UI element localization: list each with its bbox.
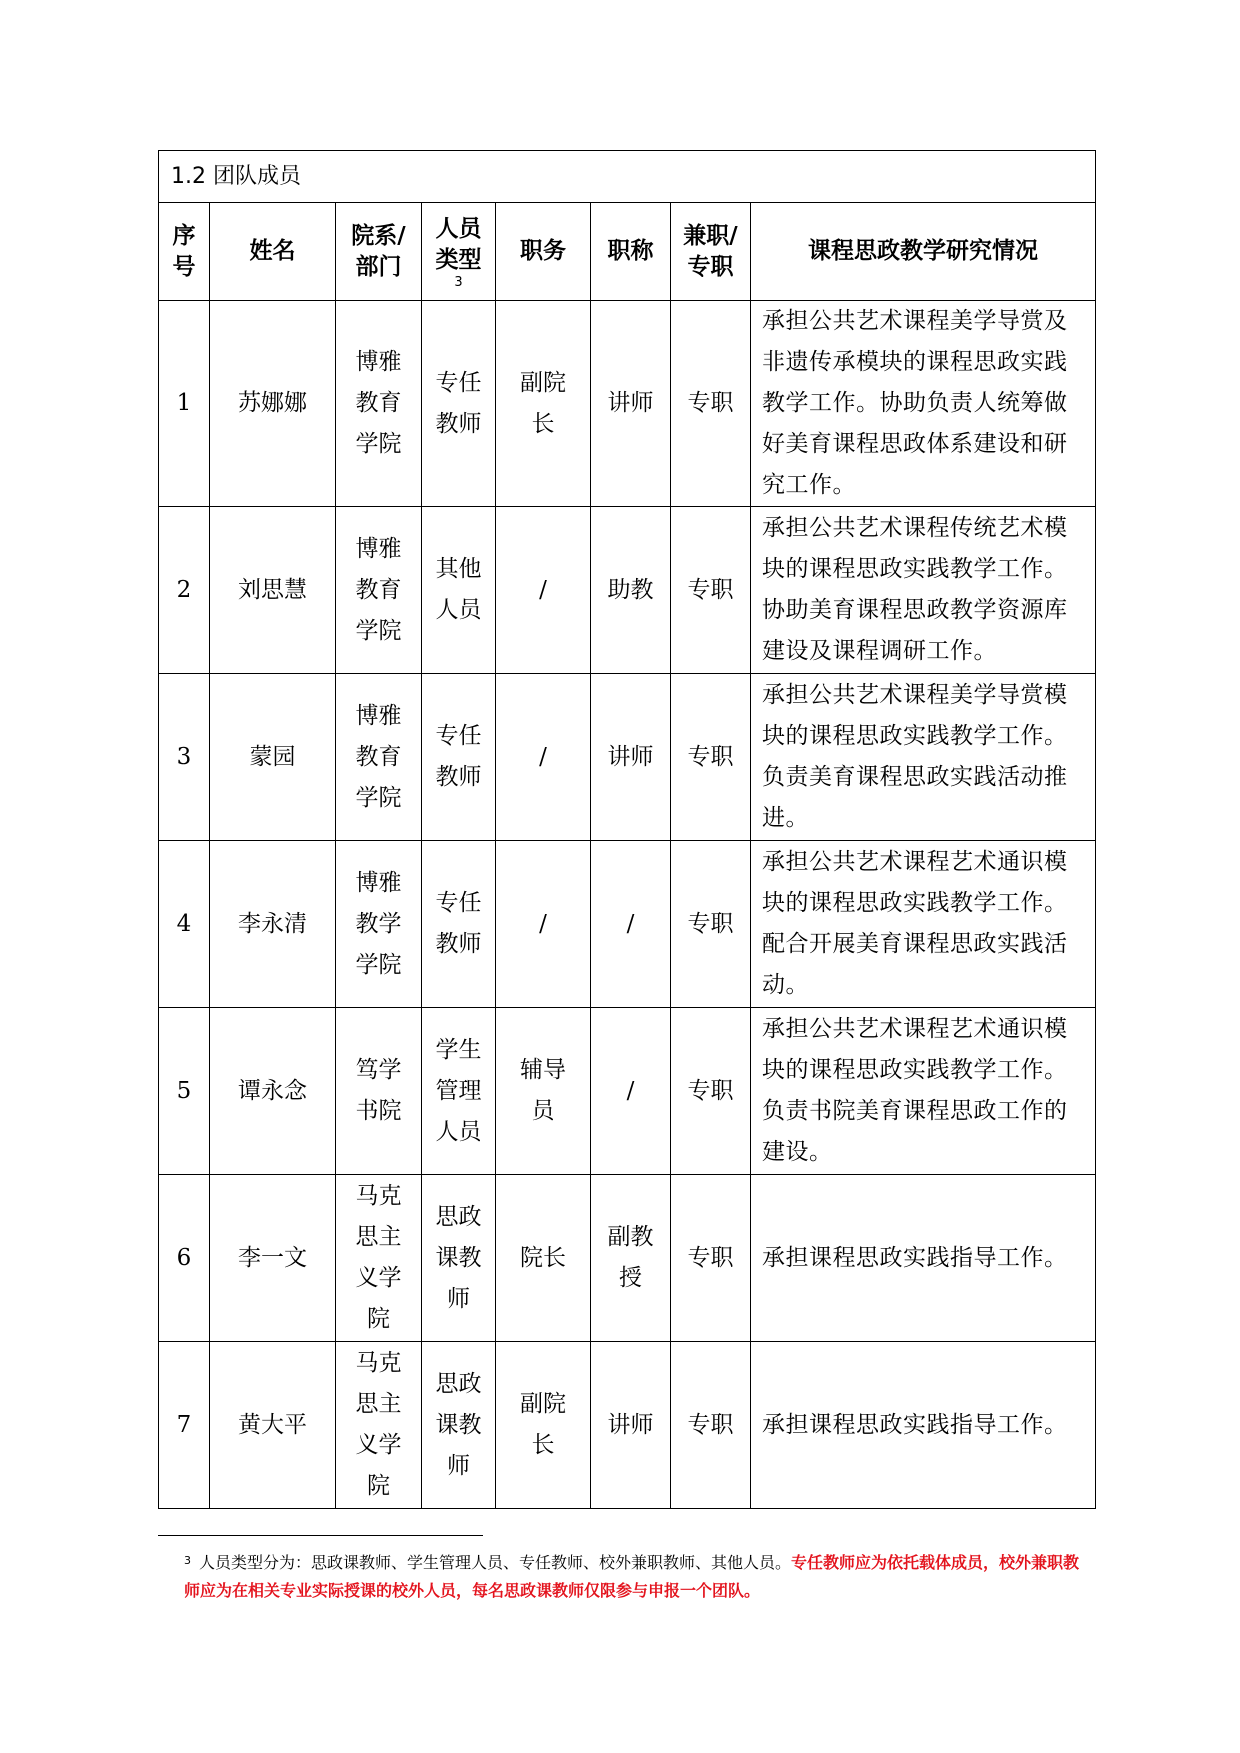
cell-research: 承担课程思政实践指导工作。 bbox=[751, 1342, 1096, 1509]
cell-name: 李永清 bbox=[210, 841, 336, 1008]
table-row bbox=[159, 1342, 1096, 1509]
cell-research: 承担公共艺术课程传统艺术模块的课程思政实践教学工作。协助美育课程思政教学资源库建设及课程调研工作。 bbox=[751, 507, 1096, 674]
cell-name: 苏娜娜 bbox=[210, 301, 336, 507]
footnote-reference: 3 bbox=[454, 274, 463, 290]
footnote-emphasis: 专任教师应为依托载体成员，校外兼职教师应为在相关专业实际授课的校外人员，每名思政课教师仅限参与申报一个团队。 bbox=[184, 1553, 1080, 1600]
cell-type: 思政 课教 师 bbox=[422, 1342, 496, 1509]
table-row bbox=[159, 674, 1096, 841]
cell-research: 承担公共艺术课程美学导赏模块的课程思政实践教学工作。负责美育课程思政实践活动推进。 bbox=[751, 674, 1096, 841]
cell-seq: 5 bbox=[159, 1008, 210, 1175]
cell-title: 讲师 bbox=[591, 301, 671, 507]
cell-fulltime: 专职 bbox=[671, 507, 751, 674]
cell-seq: 6 bbox=[159, 1175, 210, 1342]
cell-dept: 博雅 教育 学院 bbox=[336, 301, 422, 507]
footnote-text: 人员类型分为：思政课教师、学生管理人员、专任教师、校外兼职教师、其他人员。 bbox=[199, 1553, 792, 1572]
header-title: 职称 bbox=[591, 203, 671, 301]
header-name: 姓名 bbox=[210, 203, 336, 301]
cell-fulltime: 专职 bbox=[671, 841, 751, 1008]
table-row bbox=[159, 507, 1096, 674]
cell-position: 副院 长 bbox=[496, 301, 591, 507]
cell-position: 副院 长 bbox=[496, 1342, 591, 1509]
cell-name: 谭永念 bbox=[210, 1008, 336, 1175]
cell-fulltime: 专职 bbox=[671, 674, 751, 841]
footnote bbox=[184, 1549, 1084, 1605]
cell-dept: 马克 思主 义学 院 bbox=[336, 1342, 422, 1509]
header-research: 课程思政教学研究情况 bbox=[751, 203, 1096, 301]
cell-type: 学生 管理 人员 bbox=[422, 1008, 496, 1175]
table-row bbox=[159, 301, 1096, 507]
cell-title: 讲师 bbox=[591, 674, 671, 841]
header-fulltime: 兼职/ 专职 bbox=[671, 203, 751, 301]
cell-title: / bbox=[591, 1008, 671, 1175]
cell-dept: 博雅 教育 学院 bbox=[336, 674, 422, 841]
header-position: 职务 bbox=[496, 203, 591, 301]
cell-name: 蒙园 bbox=[210, 674, 336, 841]
cell-seq: 1 bbox=[159, 301, 210, 507]
cell-name: 黄大平 bbox=[210, 1342, 336, 1509]
footnote-mark: 3 bbox=[184, 1554, 191, 1567]
cell-type: 思政 课教 师 bbox=[422, 1175, 496, 1342]
cell-research: 承担公共艺术课程美学导赏及非遗传承模块的课程思政实践教学工作。协助负责人统筹做好美育课程思政体系建设和研究工作。 bbox=[751, 301, 1096, 507]
cell-fulltime: 专职 bbox=[671, 1342, 751, 1509]
table-row bbox=[159, 841, 1096, 1008]
cell-position: 辅导 员 bbox=[496, 1008, 591, 1175]
cell-dept: 笃学 书院 bbox=[336, 1008, 422, 1175]
cell-dept: 马克 思主 义学 院 bbox=[336, 1175, 422, 1342]
member-rows bbox=[159, 301, 1096, 1509]
cell-seq: 4 bbox=[159, 841, 210, 1008]
cell-position: / bbox=[496, 674, 591, 841]
team-members-table bbox=[158, 150, 1096, 1509]
section-title: 1.2 团队成员 bbox=[159, 151, 1096, 203]
cell-type: 其他 人员 bbox=[422, 507, 496, 674]
footnote-divider bbox=[158, 1535, 483, 1536]
cell-research: 承担公共艺术课程艺术通识模块的课程思政实践教学工作。负责书院美育课程思政工作的建设。 bbox=[751, 1008, 1096, 1175]
cell-dept: 博雅 教育 学院 bbox=[336, 507, 422, 674]
cell-dept: 博雅 教学 学院 bbox=[336, 841, 422, 1008]
header-row bbox=[159, 203, 1096, 301]
cell-fulltime: 专职 bbox=[671, 1008, 751, 1175]
cell-position: / bbox=[496, 507, 591, 674]
cell-seq: 3 bbox=[159, 674, 210, 841]
cell-fulltime: 专职 bbox=[671, 301, 751, 507]
table-row bbox=[159, 1175, 1096, 1342]
cell-type: 专任 教师 bbox=[422, 301, 496, 507]
cell-title: / bbox=[591, 841, 671, 1008]
cell-title: 助教 bbox=[591, 507, 671, 674]
cell-name: 刘思慧 bbox=[210, 507, 336, 674]
cell-fulltime: 专职 bbox=[671, 1175, 751, 1342]
header-type: 人员 类型 3 bbox=[422, 203, 496, 301]
cell-research: 承担课程思政实践指导工作。 bbox=[751, 1175, 1096, 1342]
cell-seq: 2 bbox=[159, 507, 210, 674]
header-dept: 院系/ 部门 bbox=[336, 203, 422, 301]
cell-research: 承担公共艺术课程艺术通识模块的课程思政实践教学工作。配合开展美育课程思政实践活动。 bbox=[751, 841, 1096, 1008]
cell-position: 院长 bbox=[496, 1175, 591, 1342]
cell-type: 专任 教师 bbox=[422, 674, 496, 841]
cell-title: 讲师 bbox=[591, 1342, 671, 1509]
cell-title: 副教 授 bbox=[591, 1175, 671, 1342]
header-seq: 序 号 bbox=[159, 203, 210, 301]
cell-name: 李一文 bbox=[210, 1175, 336, 1342]
cell-seq: 7 bbox=[159, 1342, 210, 1509]
table-row bbox=[159, 1008, 1096, 1175]
cell-type: 专任 教师 bbox=[422, 841, 496, 1008]
cell-position: / bbox=[496, 841, 591, 1008]
